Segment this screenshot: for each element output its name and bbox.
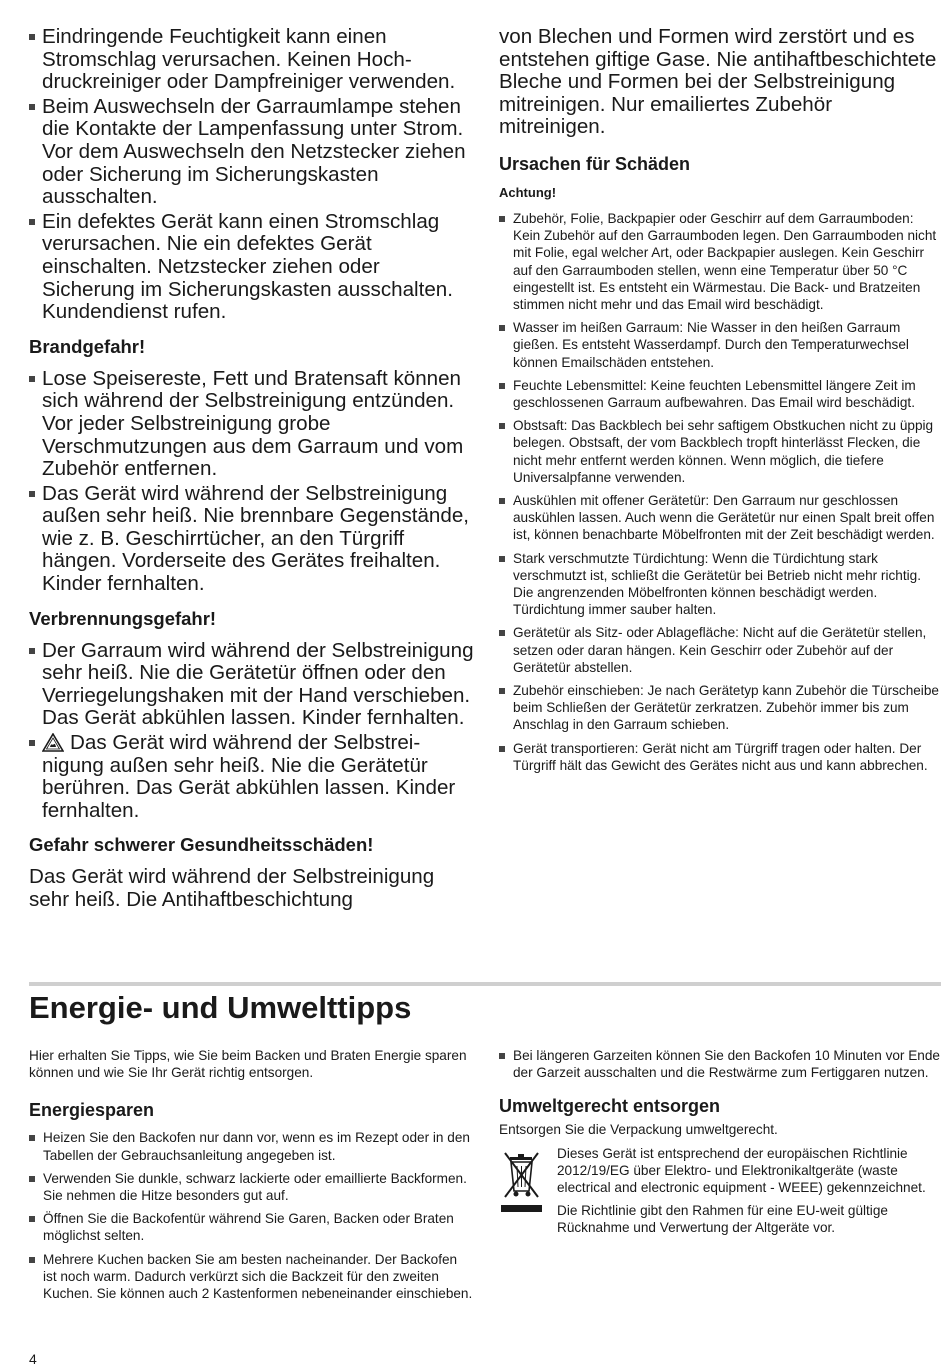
bullet [29,740,35,746]
weee-directive-text: Die Richtlinie gibt den Rahmen für eine EU-weit gültige Rücknahme und Verwertung der Altgeräte vor. [557,1203,888,1236]
list-item: Der Garraum wird während der Selbstreinigung sehr heiß. Nie die Gerätetür öffnen oder den Verriegelungshaken mit der Hand verschieben. Das Gerät abkühlen lassen. Kinder fernhalten. [29,640,474,730]
bullet [499,746,505,752]
disposal-column [499,1047,941,1237]
weee-block [499,1145,941,1237]
bullet [29,219,35,225]
bullet [29,376,35,382]
energy-saving-list [29,1129,474,1302]
list-item: Wasser im heißen Garraum: Nie Wasser in den heißen Garraum gießen. Es entsteht Wasserdampf. Durch den Temperaturwechsel können Emailschäden entstehen. [499,319,941,371]
bullet [499,1053,505,1059]
page-number: 4 [29,1351,37,1367]
bullet [499,325,505,331]
list-item: Das Gerät wird während der Selbstreinigung außen sehr heiß. Nie brennbare Gegenstände, wie z. B. Geschirrtücher, an den Türgriff hängen. Vorderseite des Gerätes freihalten. Kinder fernhalten. [29,483,474,596]
bullet [499,630,505,636]
bullet [29,648,35,654]
damage-causes-heading: Ursachen für Schäden [499,153,691,174]
list-item: Zubehör, Folie, Backpapier oder Geschirr auf dem Garraumboden: Kein Zubehör auf den Garraumboden legen. Den Garraumboden nicht mit Folie, egal welcher Art, oder Backpapier auslegen. Kein Geschirr auf den Garraumboden stellen, wenn eine Temperatur über 50 °C eingestellt ist. Es entsteht ein Wärmestau. Die Back- und Bratzeiten stimmen nicht mehr und das Email wird beschädigt. [499,210,941,313]
bullet [29,1216,35,1222]
list-item: Ein defektes Gerät kann einen Stromschlag verursachen. Nie ein defektes Gerät einschalten. Netzstecker ziehen oder Sicherung im Sicherungskasten ausschalten. Kundendienst rufen. [29,211,474,324]
list-item: Gerätetür als Sitz- oder Ablagefläche: Nicht auf die Gerätetür stellen, setzen oder daran hängen. Kein Geschirr oder Zubehör auf der Gerätetür abstellen. [499,624,941,676]
left-column [29,26,474,912]
list-item: Auskühlen mit offener Gerätetür: Den Garraum nur geschlossen auskühlen lassen. Auch wenn die Gerätetür nur einen Spalt breit offen ist, können benachbarte Möbelfronten mit der Zeit beschädigt werden. [499,492,941,544]
bullet [29,34,35,40]
section-intro: Hier erhalten Sie Tipps, wie Sie beim Backen und Braten Energie sparen können und wie Sie Ihr Gerät richtig entsorgen. [29,1048,467,1081]
list-item: Gerät transportieren: Gerät nicht am Türgriff tragen oder halten. Der Türgriff hält das Gewicht des Gerätes nicht aus und kann abbrechen. [499,740,941,774]
bullet [499,383,505,389]
section-divider [29,982,941,986]
energy-column [29,1047,474,1308]
list-item: Bei längeren Garzeiten können Sie den Backofen 10 Minuten vor Ende der Garzeit ausschalten und die Restwärme zum Fertiggaren nutzen. [499,1047,941,1081]
list-item: Mehrere Kuchen backen Sie am besten nacheinander. Der Backofen ist noch warm. Dadurch verkürzt sich die Backzeit für den zweiten Kuchen. Sie können auch 2 Kastenformen nebeneinander einschieben. [29,1251,474,1303]
electric-shock-list [29,26,474,324]
burn-hazard-heading: Verbrennungsgefahr! [29,607,217,629]
bullet [29,1135,35,1141]
damage-causes-list [499,210,941,774]
weee-text: Dieses Gerät ist entsprechend der europäischen Richtlinie 2012/19/EG über Elektro- und Elektronikaltgeräte (waste electrical and electronic equipment - WEEE) gekennzeichnet. [557,1145,926,1196]
crossed-out-wheelie-bin-icon [499,1147,544,1217]
bullet [499,216,505,222]
list-item: Lose Speisereste, Fett und Bratensaft können sich während der Selbstreinigung entzünden. Vor jeder Selbstreinigung grobe Verschmutzungen aus dem Garraum und vom Zubehör entfernen. [29,368,474,481]
bullet [499,688,505,694]
list-item: Heizen Sie den Backofen nur dann vor, wenn es im Rezept oder in den Tabellen der Gebrauchsanleitung angegeben ist. [29,1129,474,1163]
health-hazard-text: Das Gerät wird während der Selbstreinigung sehr heiß. Die Antihaftbeschichtung [29,865,435,911]
list-item: Zubehör einschieben: Je nach Gerätetyp kann Zubehör die Türscheibe beim Schließen der Gerätetür zerkratzen. Zubehör immer bis zum Anschlag in den Garraum schieben. [499,682,941,734]
disposal-heading: Umweltgerecht entsorgen [499,1096,721,1117]
list-item: Obstsaft: Das Backblech bei sehr saftigem Obstkuchen nicht zu üppig belegen. Obstsaft, der vom Backblech tropft hinterlässt Flecken, die nicht mehr entfernt werden können. Wenn möglich, die tiefere Universalpfanne verwenden. [499,417,941,486]
burn-hazard-list [29,640,474,823]
list-item: Öffnen Sie die Backofentür während Sie Garen, Backen oder Braten möglichst selten. [29,1210,474,1244]
health-hazard-continuation: von Blechen und Formen wird zerstört und es entstehen giftige Gase. Nie antihaftbeschichtete Bleche und Formen bei der Selbstreinigung mitreinigen. Nur emailiertes Zubehör mitreinigen. [499,25,937,139]
fire-hazard-heading: Brandgefahr! [29,335,146,357]
bullet [499,423,505,429]
list-item: Stark verschmutzte Türdichtung: Wenn die Türdichtung stark verschmutzt ist, schließt die Gerätetür bei Betrieb nicht mehr richtig. Die angrenzenden Möbelfronten können beschädigt werden. Türdichtung immer sauber halten. [499,550,941,619]
health-hazard-heading: Gefahr schwerer Gesundheitsschäden! [29,834,374,856]
energy-saving-list-continued [499,1047,941,1081]
bullet [499,556,505,562]
list-item: Feuchte Lebensmittel: Keine feuchten Lebensmittel längere Zeit im geschlossenen Garraum aufbewahren. Das Email wird beschädigt. [499,377,941,411]
bullet [29,491,35,497]
warning-triangle-icon [42,733,64,752]
list-item: Eindringende Feuchtigkeit kann einen Stromschlag verursachen. Keinen Hochdruckreiniger oder Dampfreiniger verwenden. [29,26,474,94]
bullet [499,498,505,504]
energy-saving-heading: Energiesparen [29,1100,155,1121]
list-item: Beim Auswechseln der Garraumlampe stehen die Kontakte der Lampenfassung unter Strom. Vor dem Auswechseln den Netzstecker ziehen oder Sicherung im Sicherungskasten ausschalten. [29,96,474,209]
list-item: Verwenden Sie dunkle, schwarz lackierte oder emaillierte Backformen. Sie nehmen die Hitze besonders gut auf. [29,1170,474,1204]
bullet [29,1176,35,1182]
disposal-text: Entsorgen Sie die Verpackung umweltgerecht. [499,1122,778,1138]
right-column [499,26,941,780]
fire-hazard-list [29,368,474,596]
attention-label: Achtung! [499,184,557,200]
section-title: Energie- und Umwelttipps [29,990,412,1025]
list-item: Das Gerät wird während der Selbstreinigung außen sehr heiß. Nie die Gerätetür berühren. Das Gerät abkühlen lassen. Kinder fernhalten. [29,732,474,822]
bullet [29,104,35,110]
bullet [29,1257,35,1263]
